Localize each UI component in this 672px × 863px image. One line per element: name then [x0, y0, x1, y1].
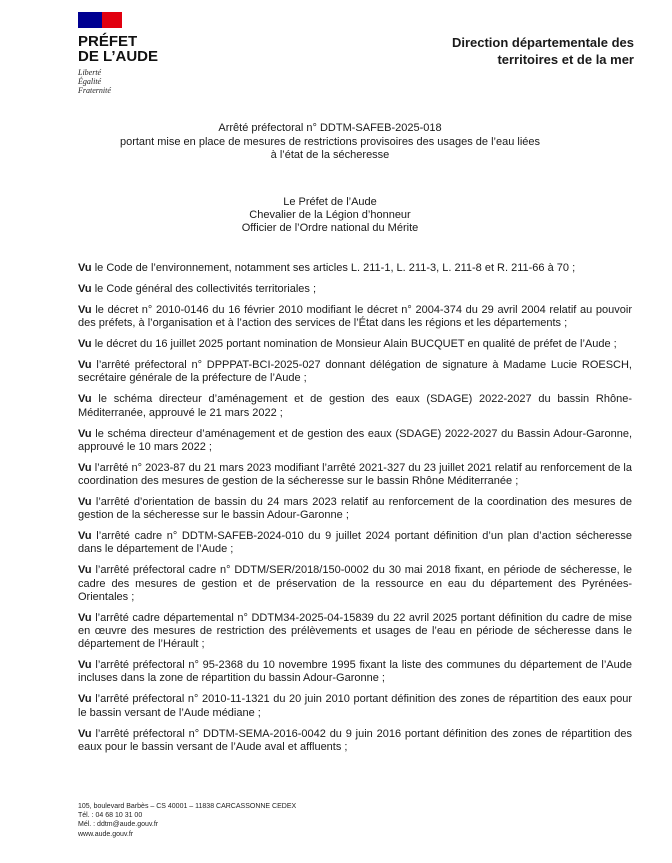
signatory-line3: Officier de l’Ordre national du Mérite [241, 222, 419, 234]
devise-egalite: Égalité [78, 77, 102, 86]
footer-web: www.aude.gouv.fr [78, 830, 134, 838]
visa-paragraph [78, 428, 632, 454]
visa-vu-label: Vu [78, 304, 92, 316]
visa-text: le Code de l’environnement, notamment ses articles L. 211-1, L. 211-3, L. 211-8 et R. 211-66 à 70 ; [91, 262, 576, 274]
visa-vu-label: Vu [78, 727, 92, 740]
visa-text: l’arrêté préfectoral n° DDTM-SEMA-2016-0042 du 9 juin 2016 portant définition des zones de répartition des eaux pour le bassin versant de l’Aude aval et affluents ; [78, 727, 632, 753]
visa-paragraph [78, 393, 632, 419]
direction-line1: Direction départementale des [451, 35, 634, 50]
visa-vu-label: Vu [78, 659, 92, 672]
visa-vu-label: Vu [78, 530, 92, 543]
visa-paragraph [78, 693, 632, 719]
visa-paragraph [78, 496, 632, 522]
visa-paragraph [78, 659, 632, 685]
visa-paragraph [78, 530, 632, 556]
direction-name [404, 34, 634, 68]
visa-text: le schéma directeur d’aménagement et de gestion des eaux (SDAGE) 2022-2027 du bassin Rhône-Méditerranée, approuvé le 21 mars 2022 ; [78, 393, 632, 419]
prefet-line1: PRÉFET [78, 33, 138, 50]
visa-text: le décret n° 2010-0146 du 16 février 2010 modifiant le décret n° 2004-374 du 29 avril 2004 relatif au pouvoir des préfets, à l’organisation et à l’action des services de l’État dans les régions et les départements ; [78, 304, 632, 330]
title-line2: portant mise en place de mesures de restrictions provisoires des usages de l’eau liées [119, 135, 541, 148]
visa-vu-label: Vu [78, 338, 92, 351]
direction-line2: territoires et de la mer [497, 52, 634, 67]
footer-address: 105, boulevard Barbès – CS 40001 – 11838 CARCASSONNE CEDEX [78, 803, 297, 810]
visa-text: l’arrêté cadre départemental n° DDTM34-2025-04-15839 du 22 avril 2025 portant définition du cadre de mise en œuvre des mesures de restriction des prélèvements et usages de l’eau en période de sécheresse dans le département de l’Hérault ; [78, 611, 632, 651]
arrete-title [60, 122, 600, 163]
visa-paragraph [78, 283, 632, 296]
signatory-line2: Chevalier de la Légion d’honneur [249, 209, 411, 221]
prefet-line2: DE L’AUDE [78, 48, 159, 65]
visa-text: l’arrêté d’orientation de bassin du 24 mars 2023 relatif au renforcement de la coordination des mesures de gestion de la sécheresse sur le bassin Adour-Garonne ; [78, 496, 632, 522]
visa-vu-label: Vu [78, 359, 92, 372]
visa-vu-label: Vu [78, 693, 92, 706]
visa-text: l’arrêté n° 2023-87 du 21 mars 2023 modifiant l’arrêté 2021-327 du 23 juillet 2021 relatif au renforcement de la coordination des mesures de gestion de la sécheresse sur le bassin Rhône Méditerranée ; [78, 461, 632, 488]
prefecture-logo [78, 12, 198, 95]
visas-list [78, 262, 632, 762]
visa-vu-label: Vu [78, 283, 92, 295]
marianne-flag-icon [78, 12, 122, 28]
signatory-block [60, 196, 600, 235]
devise-fraternite: Fraternité [78, 86, 111, 95]
title-line3: à l’état de la sécheresse [270, 149, 390, 161]
visa-vu-label: Vu [78, 427, 92, 440]
visa-paragraph [78, 262, 632, 275]
visa-text: le Code général des collectivités territoriales ; [91, 283, 317, 295]
visa-text: l’arrêté préfectoral n° 2010-11-1321 du 20 juin 2010 portant définition des zones de répartition des eaux pour le bassin versant de l’Aude médiane ; [78, 693, 632, 719]
visa-paragraph [78, 728, 632, 754]
visa-paragraph [78, 359, 632, 385]
visa-text: le décret du 16 juillet 2025 portant nomination de Monsieur Alain BUCQUET en qualité de préfet de l’Aude ; [91, 338, 617, 351]
visa-paragraph [78, 612, 632, 652]
visa-paragraph [78, 462, 632, 488]
signatory-line1: Le Préfet de l’Aude [283, 196, 377, 208]
visa-text: l’arrêté préfectoral n° 95-2368 du 10 novembre 1995 fixant la liste des communes du département de l’Aude incluses dans la zone de répartition du bassin Adour-Garonne ; [78, 659, 632, 685]
visa-paragraph [78, 564, 632, 604]
footer-mail: Mél. : ddtm@aude.gouv.fr [78, 821, 159, 829]
visa-text: le schéma directeur d’aménagement et de gestion des eaux (SDAGE) 2022-2027 du Bassin Adour-Garonne, approuvé le 10 mars 2022 ; [78, 427, 632, 453]
footer-tel: Tél. : 04 68 10 31 00 [78, 812, 143, 820]
visa-paragraph [78, 338, 632, 351]
visa-text: l’arrêté cadre n° DDTM-SAFEB-2024-010 du 9 juillet 2024 portant définition d’un plan d’action sécheresse dans le département de l’Aude ; [78, 530, 632, 556]
title-line1: Arrêté préfectoral n° DDTM-SAFEB-2025-018 [218, 122, 442, 134]
visa-text: l’arrêté préfectoral cadre n° DDTM/SER/2018/150-0002 du 30 mai 2018 fixant, en période de sécheresse, le cadre des mesures de gestion et de préservation de la ressource en eau du département des Pyrénées-Orientales ; [78, 564, 632, 603]
visa-vu-label: Vu [78, 496, 92, 509]
visa-vu-label: Vu [78, 611, 92, 624]
visa-vu-label: Vu [78, 564, 92, 577]
visa-text: l’arrêté préfectoral n° DPPPAT-BCI-2025-027 donnant délégation de signature à Madame Lucie ROESCH, secrétaire générale de la préfecture de l’Aude ; [78, 359, 632, 385]
visa-vu-label: Vu [78, 262, 92, 274]
devise [78, 68, 198, 95]
visa-vu-label: Vu [78, 393, 92, 406]
visa-paragraph [78, 304, 632, 330]
prefet-title [78, 34, 198, 64]
devise-liberte: Liberté [78, 68, 102, 77]
visa-vu-label: Vu [78, 461, 92, 474]
footer-contact [78, 802, 378, 839]
